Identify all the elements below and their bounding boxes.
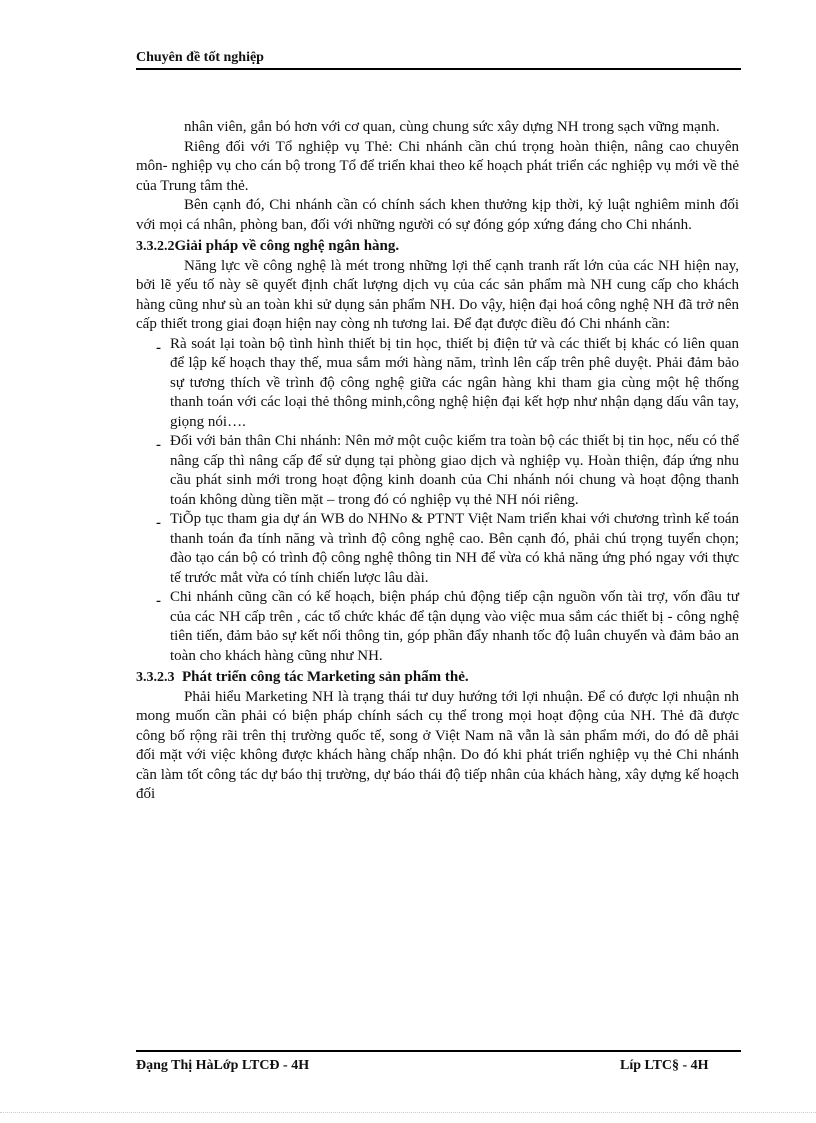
bullet-dash-icon: - (156, 437, 161, 453)
list-item-text: TiÕp tục tham gia dự án WB do NHNo & PTNT Việt Nam triển khai với chương trình kế toán thanh toán đa tính năng và trình độ công nghệ cao. Bên cạnh đó, phải chú trọng tuyển chọn; đào tạo cán bộ có trình độ công nghệ thông tin NH để vừa có khả năng ứng phó ngay với thực tế trước mắt vừa có tính chiến lược lâu dài. (170, 511, 739, 586)
paragraph-2: Riêng đối với Tổ nghiệp vụ Thẻ: Chi nhánh cần chú trọng hoàn thiện, nâng cao chuyên môn- nghiệp vụ cho cán bộ trong Tổ để triển khai theo kế hoạch phát triển các nghiệp vụ mới về thẻ của Trung tâm thẻ. (136, 138, 739, 194)
page-bottom-divider (0, 1112, 816, 1113)
list-item-text: Chi nhánh cũng cần có kế hoạch, biện pháp chủ động tiếp cận nguồn vốn tài trợ, vốn đầu tư của các NH cấp trên , các tổ chức khác để tận dụng vào việc mua sắm các thiết bị - công nghệ tiên tiến, đảm bảo sự kết nối thông tin, góp phần đẩy nhanh tốc độ luân chuyển và đảm bảo an toàn cho khách hàng cũng như NH. (170, 589, 739, 664)
list-item-text: Rà soát lại toàn bộ tình hình thiết bị tin học, thiết bị điện tử và các thiết bị khác có liên quan để lập kế hoạch thay thế, mua sắm mới hàng năm, trình lên cấp trên phê duyệt. Phải đảm bảo sự tương thích về trình độ công nghệ giữa các ngân hàng khi tham gia cùng một hệ thống thanh toán với các loại thẻ thông minh,công nghệ hiện đại kết hợp như nhận dạng dấu vân tay, giọng nói…. (170, 335, 739, 430)
footer-left-text: Đạng Thị HàLớp LTCĐ - 4H (136, 1058, 310, 1073)
header-rule (136, 68, 741, 70)
footer-rule (136, 1050, 741, 1052)
page-header-title: Chuyên đề tốt nghiệp (136, 50, 264, 65)
section-title: Phát triển công tác Marketing sản phẩm thẻ. (182, 669, 469, 685)
document-body (136, 118, 739, 805)
bullet-dash-icon: - (156, 339, 161, 356)
section-2-body: Phải hiểu Marketing NH là trạng thái tư duy hướng tới lợi nhuận. Để có được lợi nhuận nh mong muốn cần phải có biện pháp chính sách cụ thể trong mọi hoạt động của NH. Thẻ đã được công bố rộng rãi trên thị trường quốc tế, song ở Việt Nam nã vẫn là sản phẩm mới, do đó dễ phải đối mặt với việc không được khách hàng chấp nhận. Do đó khi phát triển nghiệp vụ thẻ Chi nhánh cần làm tốt công tác dự báo thị trường, dự báo thái độ tiếp nhân của khách hàng, xây dựng kế hoạch đối (136, 688, 739, 802)
section-number: 3.3.2.3 (136, 670, 175, 685)
bullet-dash-icon: - (156, 515, 161, 531)
list-item-text: Đối với bản thân Chi nhánh: Nên mở một cuộc kiểm tra toàn bộ các thiết bị tin học, nếu có thể nâng cấp thì nâng cấp để sử dụng tại phòng giao dịch và nghiệp vụ. Hoàn thiện, đáp ứng nhu cầu phát sinh mới trong hoạt động kinh doanh của Chi nhánh nói chung và hoạt động thanh toán không dùng tiền mặt – trong đó có nghiệp vụ thẻ NH nói riêng. (170, 433, 739, 508)
paragraph-3: Bên cạnh đó, Chi nhánh cần có chính sách khen thưởng kịp thời, kỷ luật nghiêm minh đối với mọi cá nhân, phòng ban, đối với những người có sự đóng góp xứng đáng cho Chi nhánh. (136, 197, 739, 233)
list-item (156, 510, 739, 588)
bullet-dash-icon: - (156, 593, 161, 609)
footer-right-text: Líp LTC§ - 4H (620, 1058, 709, 1073)
list-item (156, 588, 739, 666)
section-1-intro: Năng lực về công nghệ là mét trong những lợi thế cạnh tranh rất lớn của các NH hiện nay, bởi lẽ yếu tố này sẽ quyết định chất lượng dịch vụ của các sản phẩm mà NH cung cấp cho khách hàng cũng như sù an toàn khi sử dụng sản phẩm NH. Do vậy, hiện đại hoá công nghệ NH đã trở nên cấp thiết trong giai đoạn hiện nay còng nh tương lai. Để đạt được điều đó Chi nhánh cần: (136, 257, 739, 332)
section-heading-3-3-2-3 (136, 668, 739, 688)
section-heading-3-3-2-2 (136, 237, 739, 257)
section-title: Giải pháp về công nghệ ngân hàng. (174, 238, 400, 254)
paragraph-1: nhân viên, gắn bó hơn với cơ quan, cùng chung sức xây dựng NH trong sạch vững mạnh. (184, 119, 720, 135)
list-item (156, 432, 739, 510)
section-number: 3.3.2.2 (136, 239, 175, 254)
list-item (156, 335, 739, 433)
